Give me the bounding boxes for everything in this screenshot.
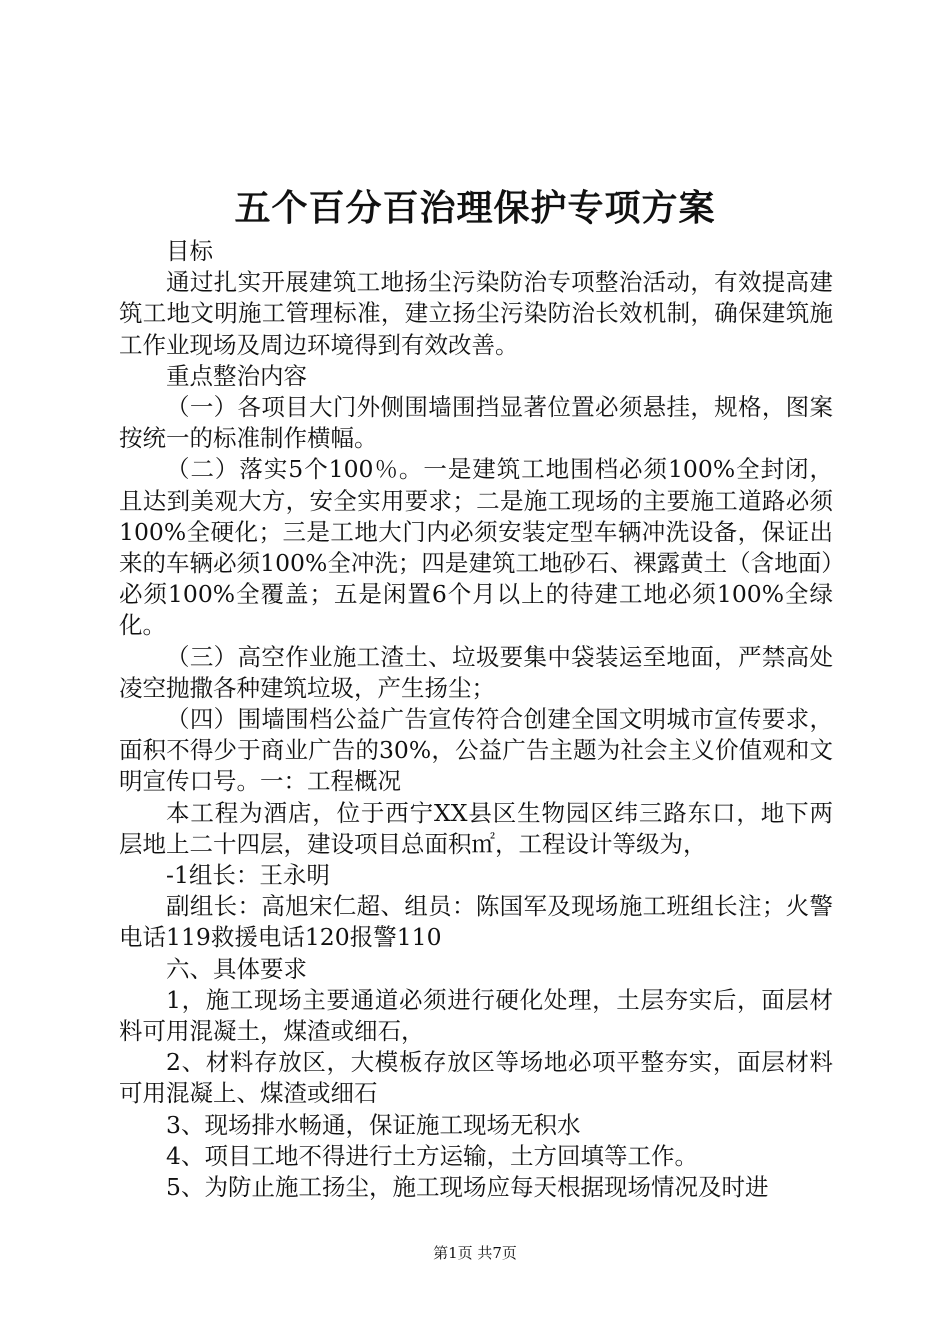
paragraph-team-members: 副组长：高旭宋仁超、组员：陈国军及现场施工班组长注；火警电话119救援电话120报警110 bbox=[119, 892, 833, 952]
heading-key-content: 重点整治内容 bbox=[166, 361, 307, 390]
paragraph-item-2: （二）落实5个100％。一是建筑工地围档必须100%全封闭，且达到美观大方，安全实用要求；二是施工现场的主要施工道路必须100%全硬化；三是工地大门内必须安装定型车辆冲洗设备，保证出来的车辆必须100%全冲洗；四是建筑工地砂石、裸露黄土（含地面）必须100%全覆盖；五是闲置6个月以上的待建工地必须100%全绿化。 bbox=[119, 455, 833, 640]
document-body bbox=[119, 236, 833, 1203]
paragraph-item-3: （三）高空作业施工渣土、垃圾要集中袋装运至地面，严禁高处凌空抛撒各种建筑垃圾，产生扬尘； bbox=[119, 642, 833, 702]
paragraph-requirement-5: 5、为防止施工扬尘，施工现场应每天根据现场情况及时进 bbox=[166, 1173, 769, 1202]
paragraph-item-4: （四）围墙围档公益广告宣传符合创建全国文明城市宣传要求，面积不得少于商业广告的30%，公益广告主题为社会主义价值观和文明宣传口号。一：工程概况 bbox=[119, 705, 833, 796]
heading-requirements: 六、具体要求 bbox=[166, 954, 307, 983]
page-number-footer: 第1页 共7页 bbox=[433, 1244, 517, 1262]
paragraph-goal: 通过扎实开展建筑工地扬尘污染防治专项整治活动，有效提高建筑工地文明施工管理标准，建立扬尘污染防治长效机制，确保建筑施工作业现场及周边环境得到有效改善。 bbox=[119, 268, 833, 359]
paragraph-requirement-3: 3、现场排水畅通，保证施工现场无积水 bbox=[166, 1110, 581, 1139]
paragraph-requirement-1: 1，施工现场主要通道必须进行硬化处理，土层夯实后，面层材料可用混凝土，煤渣或细石， bbox=[119, 985, 833, 1046]
paragraph-requirement-2: 2、材料存放区，大模板存放区等场地必项平整夯实，面层材料可用混凝上、煤渣或细石 bbox=[119, 1048, 833, 1108]
paragraph-team-leader: -1组长：王永明 bbox=[166, 861, 330, 890]
paragraph-project-overview: 本工程为酒店，位于西宁XX县区生物园区纬三路东口，地下两层地上二十四层，建设项目总面积㎡，工程设计等级为， bbox=[119, 798, 833, 858]
paragraph-item-1: （一）各项目大门外侧围墙围挡显著位置必须悬挂，规格，图案按统一的标准制作横幅。 bbox=[119, 393, 833, 453]
paragraph-requirement-4: 4、项目工地不得进行土方运输，土方回填等工作。 bbox=[166, 1141, 698, 1170]
heading-goal: 目标 bbox=[166, 237, 213, 265]
document-title: 五个百分百治理保护专项方案 bbox=[234, 187, 716, 229]
